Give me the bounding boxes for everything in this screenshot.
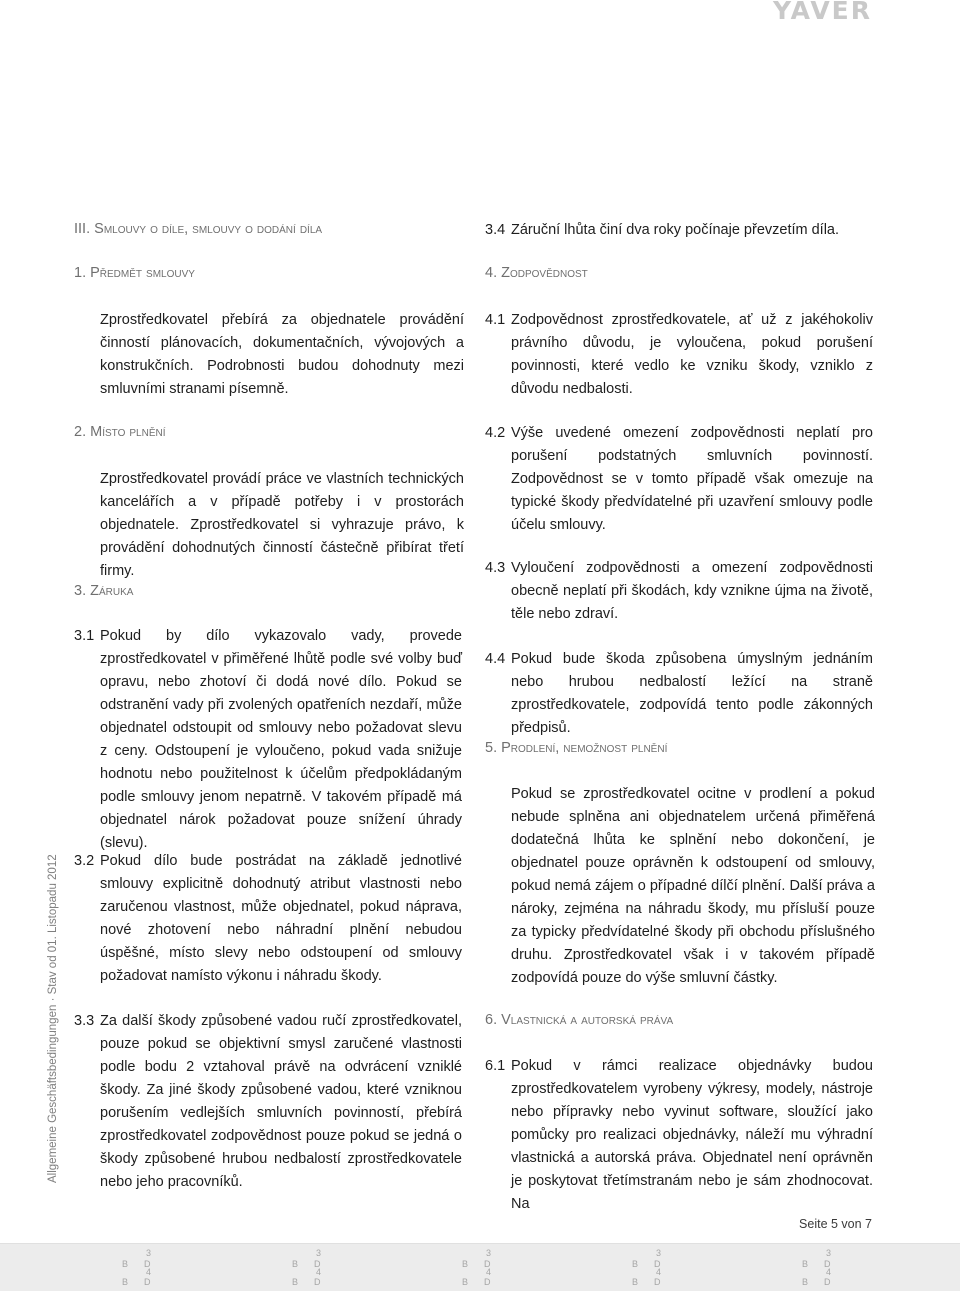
clause-text: Pokud bude škoda způsobena úmyslným jednáním nebo hrubou nedbalostí ležící na straně zprostředkovatele, zodpovídá tento podle zákonných předpisů. xyxy=(511,651,873,736)
clause-number: 6.1 xyxy=(485,1058,506,1074)
section-3-title: 3. Záruka xyxy=(74,583,134,599)
clause-text: Pokud v rámci realizace objednávky budou zprostředkovatelem vyrobeny výkresy, modely, nástroje nebo přípravky nebo vyvinut software, sloužící jako pomůcky pro realizaci objednávky, náleží mu výhradní vlastnická a autorská práva. Objednatel není oprávněn je poskytovat třetímstranám nebo je sám zhodnocovat. Na xyxy=(511,1058,873,1212)
footer-mark: 3 B D 4 B D xyxy=(122,1248,152,1287)
footer-mark: 3 B D 4 B D xyxy=(632,1248,662,1287)
clause-number: 3.1 xyxy=(74,628,95,644)
clause-number: 4.4 xyxy=(485,651,506,667)
section-4-title: 4. Zodpovědnost xyxy=(485,265,588,281)
clause-number: 4.2 xyxy=(485,425,506,441)
section-6-title: 6. Vlastnická a autorská práva xyxy=(485,1012,674,1028)
clause-number: 3.3 xyxy=(74,1013,95,1029)
footer-mark: 3 B D 4 B D xyxy=(292,1248,322,1287)
sidebar-vertical-text: Allgemeine Geschäftsbedingungen · Stav od 01. Listopadu 2012 xyxy=(47,854,59,1183)
clause-number: 4.3 xyxy=(485,560,506,576)
clause-number: 3.2 xyxy=(74,853,95,869)
clause-number: 3.4 xyxy=(485,222,506,238)
section-5-text: Pokud se zprostředkovatel ocitne v prodlení a pokud nebude splněna ani objednatelem určená přiměřená dodatečná lhůta ke splnění nebo dokončení, je objednatel pouze oprávněn k odstoupení od smlouvy, pokud nemá zájem o případné dílčí plnění. Další práva a nároky, zejména na náhradu škody, mu přísluší pouze za typicky předvídatelné škody při obchodu příslušného druhu. Zprostředkovatel však i v takovém případě zodpovídá pouze do výše smluvní částky. xyxy=(511,786,875,986)
clause-text: Pokud dílo bude postrádat na základě jednotlivé smlouvy explicitně dohodnutý atribut vlastnosti nebo zaručenou vlastnost, může objednatel, pokud náprava, nové zhotovení nebo náhradní plnění nebudou úspěšné, místo slevy nebo odstoupení od smlouvy požadovat namísto výkonu i náhradu škody. xyxy=(100,853,462,984)
clause-text: Vyloučení zodpovědnosti a omezení zodpovědnosti obecně neplatí při škodách, kdy vznikne újma na životě, těle nebo zdraví. xyxy=(511,560,873,622)
clause-number: 4.1 xyxy=(485,312,506,328)
clause-text: Za další škody způsobené vadou ručí zprostředkovatel, pouze pokud se objektivní smysl zaručené vlastnosti podle bodu 2 vztahoval právě na odvrácení vzniklé škody. Za jiné škody způsobené vadou, které vzniknou porušením vedlejších smluvních povinností, přebírá zprostředkovatel zodpovědnost pouze pokud se jedná o škody způsobené hrubou nedbalostí zprostředkovatele nebo jeho pracovníků. xyxy=(100,1013,462,1190)
clause-text: Pokud by dílo vykazovalo vady, provede zprostředkovatel v přiměřené lhůtě podle své volby buď opravu, nebo zhotoví či dodá nové dílo. Pokud se odstranění vady při zvolených opatřeních nezdaří, může objednatel odstoupit od smlouvy nebo požadovat slevu z ceny. Odstoupení je vyloučeno, pokud vada snižuje hodnotu nebo použitelnost k účelům předpokládaným podle smlouvy jenom nepatrně. V takovém případě má objednatel nárok požadovat pouze snížení úhrady (slevu). xyxy=(100,628,462,851)
section-1-title: 1. Předmět smlouvy xyxy=(74,265,195,281)
footer-mark: 3 B D 4 B D xyxy=(462,1248,492,1287)
page-number: Seite 5 von 7 xyxy=(799,1217,872,1231)
section-1-text: Zprostředkovatel přebírá za objednatele provádění činností plánovacích, dokumentačních, vývojových a konstrukčních. Podrobnosti budou dohodnuty mezi smluvními stranami písemně. xyxy=(100,312,464,397)
clause-text: Výše uvedené omezení zodpovědnosti neplatí pro porušení podstatných smluvních povinností. Zodpovědnost se v tomto případě však omezuje na typické škody předvídatelné při uzavření smlouvy podle účelu smlouvy. xyxy=(511,425,873,533)
footer-mark: 3 B D 4 B D xyxy=(802,1248,832,1287)
section-2-title: 2. Místo plnění xyxy=(74,424,166,440)
clause-text: Zodpovědnost zprostředkovatele, ať už z jakéhokoliv právního důvodu, je vyloučena, pokud porušení povinnosti, které vedlo ke vzniku škody, vzniklo z důvodu nedbalosti. xyxy=(511,312,873,397)
section-5-title: 5. Prodlení, nemožnost plnění xyxy=(485,740,668,756)
clause-text: Záruční lhůta činí dva roky počínaje převzetím díla. xyxy=(511,222,840,238)
yaver-logo: YAVER xyxy=(772,0,872,25)
section-iii-title: III. Smlouvy o díle, smlouvy o dodání díla xyxy=(74,221,323,237)
section-2-text: Zprostředkovatel provádí práce ve vlastních technických kancelářích a v případě potřeby i v prostorách objednatele. Zprostředkovatel si vyhrazuje právo, k provádění dohodnutých činností částečně přibírat třetí firmy. xyxy=(100,471,464,579)
footer-pattern xyxy=(0,1243,960,1291)
